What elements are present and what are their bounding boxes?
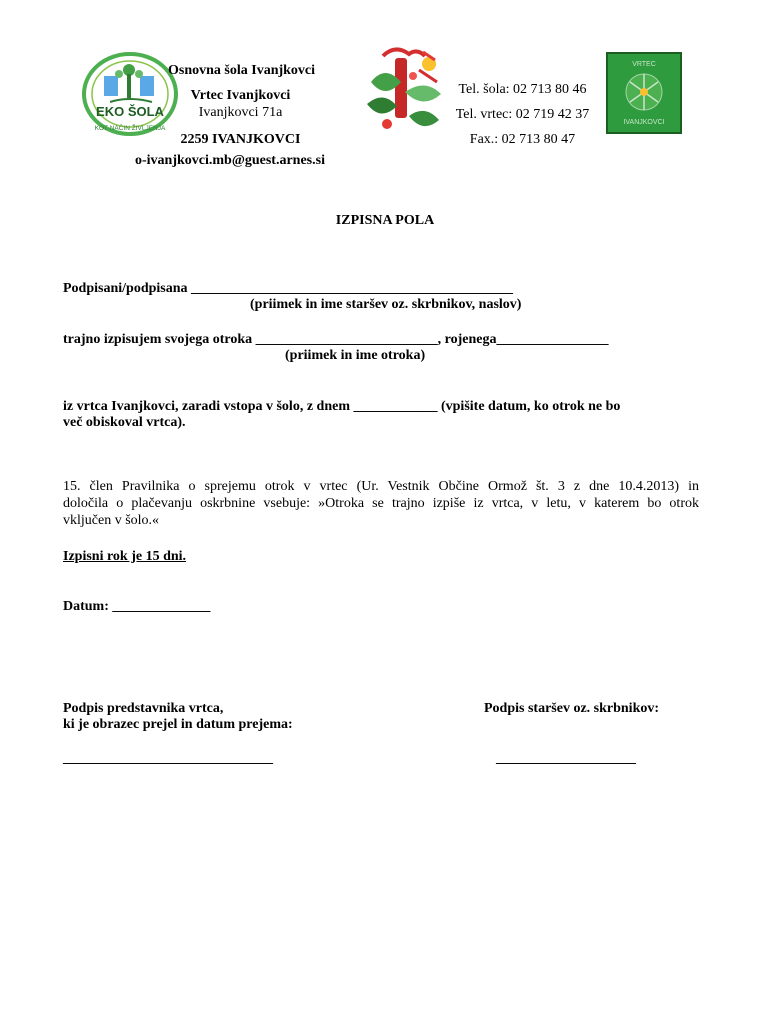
svg-text:VRTEC: VRTEC	[632, 61, 656, 68]
regulation-paragraph	[63, 478, 699, 529]
kindergarten-signature-label: Podpis predstavnika vrtca,	[63, 701, 224, 716]
kindergarten-phone: Tel. vrtec: 02 719 42 37	[455, 107, 590, 122]
child-name-field[interactable]: trajno izpisujem svojega otroka __________________________, rojenega________________	[63, 332, 609, 347]
form-title: IZPISNA POLA	[335, 213, 435, 228]
regulation-line: 15. člen Pravilnika o sprejemu otrok v vrtec (Ur. Vestnik Občine Ormož št. 3 z dne 10.4.2013) in	[63, 479, 699, 494]
kindergarten-signature-field[interactable]: ______________________________	[63, 751, 273, 766]
parent-signature-label: Podpis staršev oz. skrbnikov:	[484, 701, 660, 716]
svg-text:EKO ŠOLA: EKO ŠOLA	[96, 104, 164, 119]
date-field[interactable]: Datum: ______________	[63, 599, 211, 614]
parent-name-field[interactable]: Podpisani/podpisana ______________________________________________	[63, 281, 514, 296]
school-name: Osnovna šola Ivanjkovci	[168, 63, 316, 78]
email-address: o-ivanjkovci.mb@guest.arnes.si	[135, 153, 325, 168]
school-phone: Tel. šola: 02 713 80 46	[458, 82, 587, 97]
fax-number: Fax.: 02 713 80 47	[469, 132, 576, 147]
kindergarten-signature-label-2: ki je obrazec prejel in datum prejema:	[63, 717, 293, 732]
child-name-hint: (priimek in ime otroka)	[285, 348, 426, 363]
deadline-note: Izpisni rok je 15 dni.	[63, 549, 187, 564]
kindergarten-name: Vrtec Ivanjkovci	[190, 88, 291, 103]
parent-signature-field[interactable]: ____________________	[496, 751, 636, 766]
withdrawal-reason-continued: več obiskoval vrtca).	[63, 415, 186, 430]
svg-text:IVANJKOVCI: IVANJKOVCI	[623, 119, 665, 126]
regulation-line: določila o plačevanju oskrbnine vsebuje: »Otroka se trajno izpiše iz vrtca, v letu, v katerem bo otrok	[63, 496, 699, 511]
regulation-line: vključen v šolo.«	[63, 513, 160, 528]
eko-sola-logo	[80, 50, 180, 142]
withdrawal-date-field[interactable]: iz vrtca Ivanjkovci, zaradi vstopa v šolo, z dnem ____________ (vpišite datum, ko otrok ne bo	[63, 399, 621, 414]
svg-text:KOT NAČIN ŽIVLJENJA: KOT NAČIN ŽIVLJENJA	[94, 125, 166, 132]
kindergarten-emblem-logo	[365, 42, 445, 138]
address: Ivanjkovci 71a	[198, 105, 283, 120]
parent-name-hint: (priimek in ime staršev oz. skrbnikov, naslov)	[250, 297, 522, 312]
postcode-city: 2259 IVANJKOVCI	[180, 132, 301, 147]
vrtec-logo	[606, 52, 682, 134]
